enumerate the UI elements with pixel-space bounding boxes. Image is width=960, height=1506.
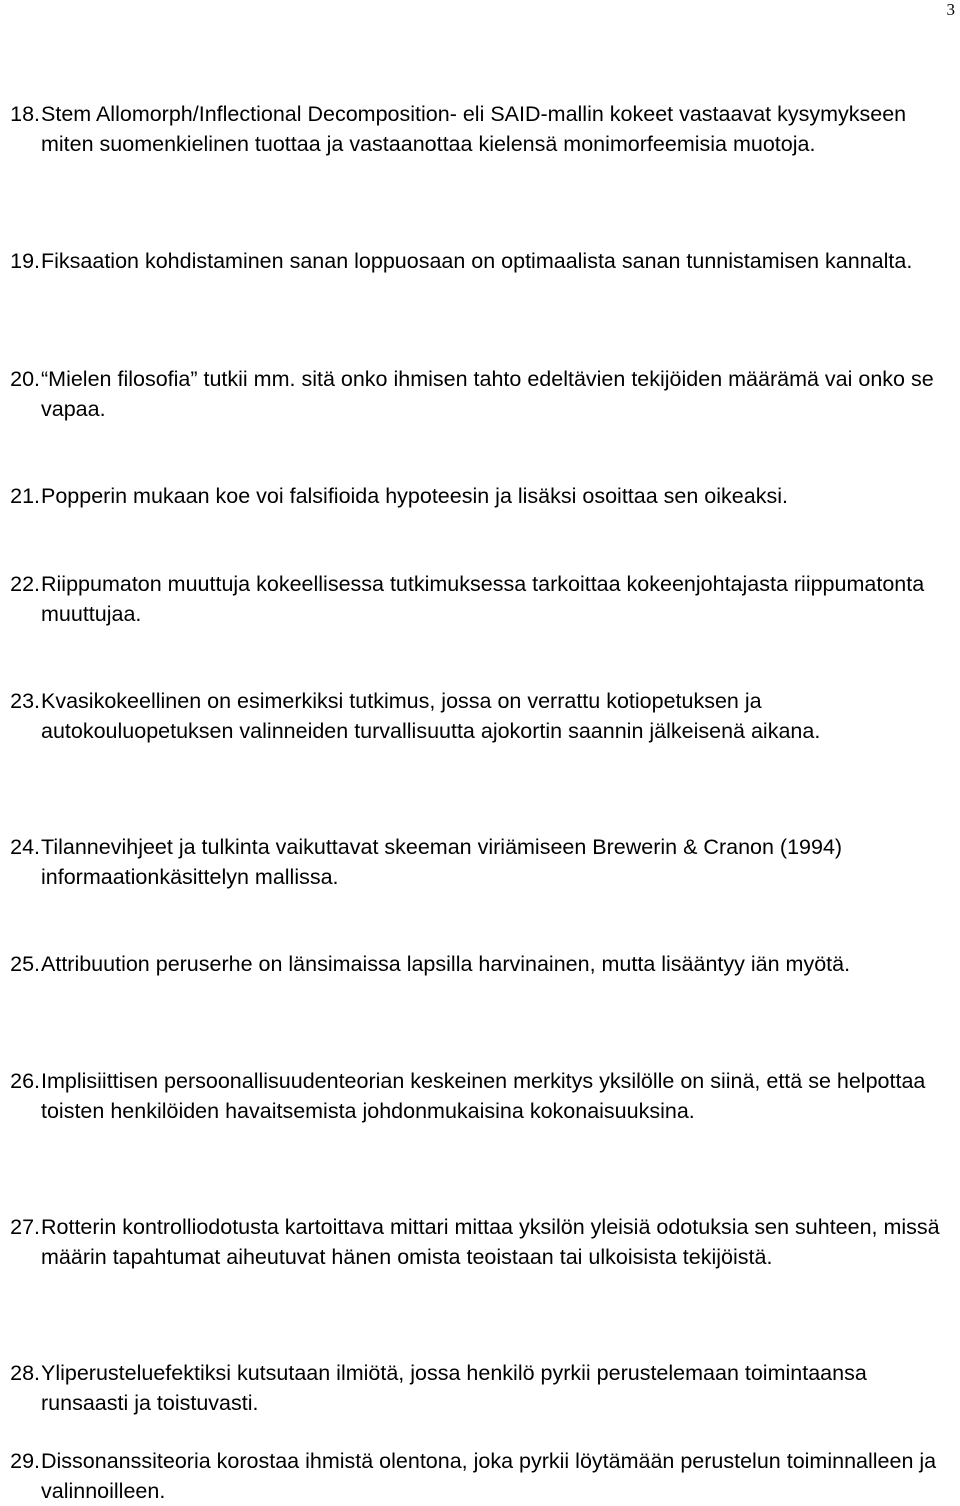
item-text: Tilannevihjeet ja tulkinta vaikuttavat skeeman viriämiseen Brewerin & Cranon (1994) informaationkäsittelyn mallissa. (41, 835, 843, 889)
item-number: 29. (10, 1449, 40, 1473)
item-number: 24. (10, 835, 40, 859)
item-text: Stem Allomorph/Inflectional Decomposition- eli SAID-mallin kokeet vastaavat kysymykseen miten suomenkielinen tuottaa ja vastaanottaa kielensä monimorfeemisia muotoja. (41, 102, 907, 156)
item-number: 18. (10, 102, 40, 126)
item-text: “Mielen filosofia” tutkii mm. sitä onko ihmisen tahto edeltävien tekijöiden määrämä vai onko se vapaa. (41, 367, 934, 421)
list-item (0, 482, 940, 512)
list-item (0, 687, 940, 746)
list-item (0, 365, 940, 424)
list-item (0, 833, 940, 892)
item-number: 25. (10, 952, 40, 976)
item-text: Rotterin kontrolliodotusta kartoittava mittari mittaa yksilön yleisiä odotuksia sen suhteen, missä määrin tapahtumat aiheutuvat hänen omista teoistaan tai ulkoisista tekijöistä. (41, 1215, 940, 1269)
item-text: Popperin mukaan koe voi falsifioida hypoteesin ja lisäksi osoittaa sen oikeaksi. (41, 484, 788, 508)
item-text: Riippumaton muuttuja kokeellisessa tutkimuksessa tarkoittaa kokeenjohtajasta riippumatonta muuttujaa. (41, 572, 925, 626)
list-item (0, 950, 940, 980)
item-text: Dissonanssiteoria korostaa ihmistä olentona, joka pyrkii löytämään perustelun toiminnalleen ja valinnoilleen. (41, 1449, 937, 1503)
page-number: 3 (946, 0, 955, 19)
item-text: Yliperusteluefektiksi kutsutaan ilmiötä, jossa henkilö pyrkii perustelemaan toimintaansa runsaasti ja toistuvasti. (41, 1361, 867, 1415)
item-text: Implisiittisen persoonallisuudenteorian keskeinen merkitys yksilölle on siinä, että se helpottaa toisten henkilöiden havaitsemista johdonmukaisina kokonaisuuksina. (41, 1069, 926, 1123)
item-text: Fiksaation kohdistaminen sanan loppuosaan on optimaalista sanan tunnistamisen kannalta. (41, 249, 913, 273)
list-item (0, 1359, 940, 1418)
list-item (0, 1213, 940, 1272)
item-number: 26. (10, 1069, 40, 1093)
item-number: 20. (10, 367, 40, 391)
list-item (0, 247, 940, 277)
list-item (0, 1447, 940, 1506)
item-text: Kvasikokeellinen on esimerkiksi tutkimus, jossa on verrattu kotiopetuksen ja autokouluopetuksen valinneiden turvallisuutta ajokortin saannin jälkeisenä aikana. (41, 689, 821, 743)
item-number: 22. (10, 572, 40, 596)
item-number: 21. (10, 484, 40, 508)
item-number: 23. (10, 689, 40, 713)
list-item (0, 570, 940, 629)
list-item (0, 100, 940, 159)
item-text: Attribuution peruserhe on länsimaissa lapsilla harvinainen, mutta lisääntyy iän myötä. (41, 952, 851, 976)
item-number: 28. (10, 1361, 40, 1385)
item-number: 27. (10, 1215, 40, 1239)
item-number: 19. (10, 249, 40, 273)
list-item (0, 1067, 940, 1126)
